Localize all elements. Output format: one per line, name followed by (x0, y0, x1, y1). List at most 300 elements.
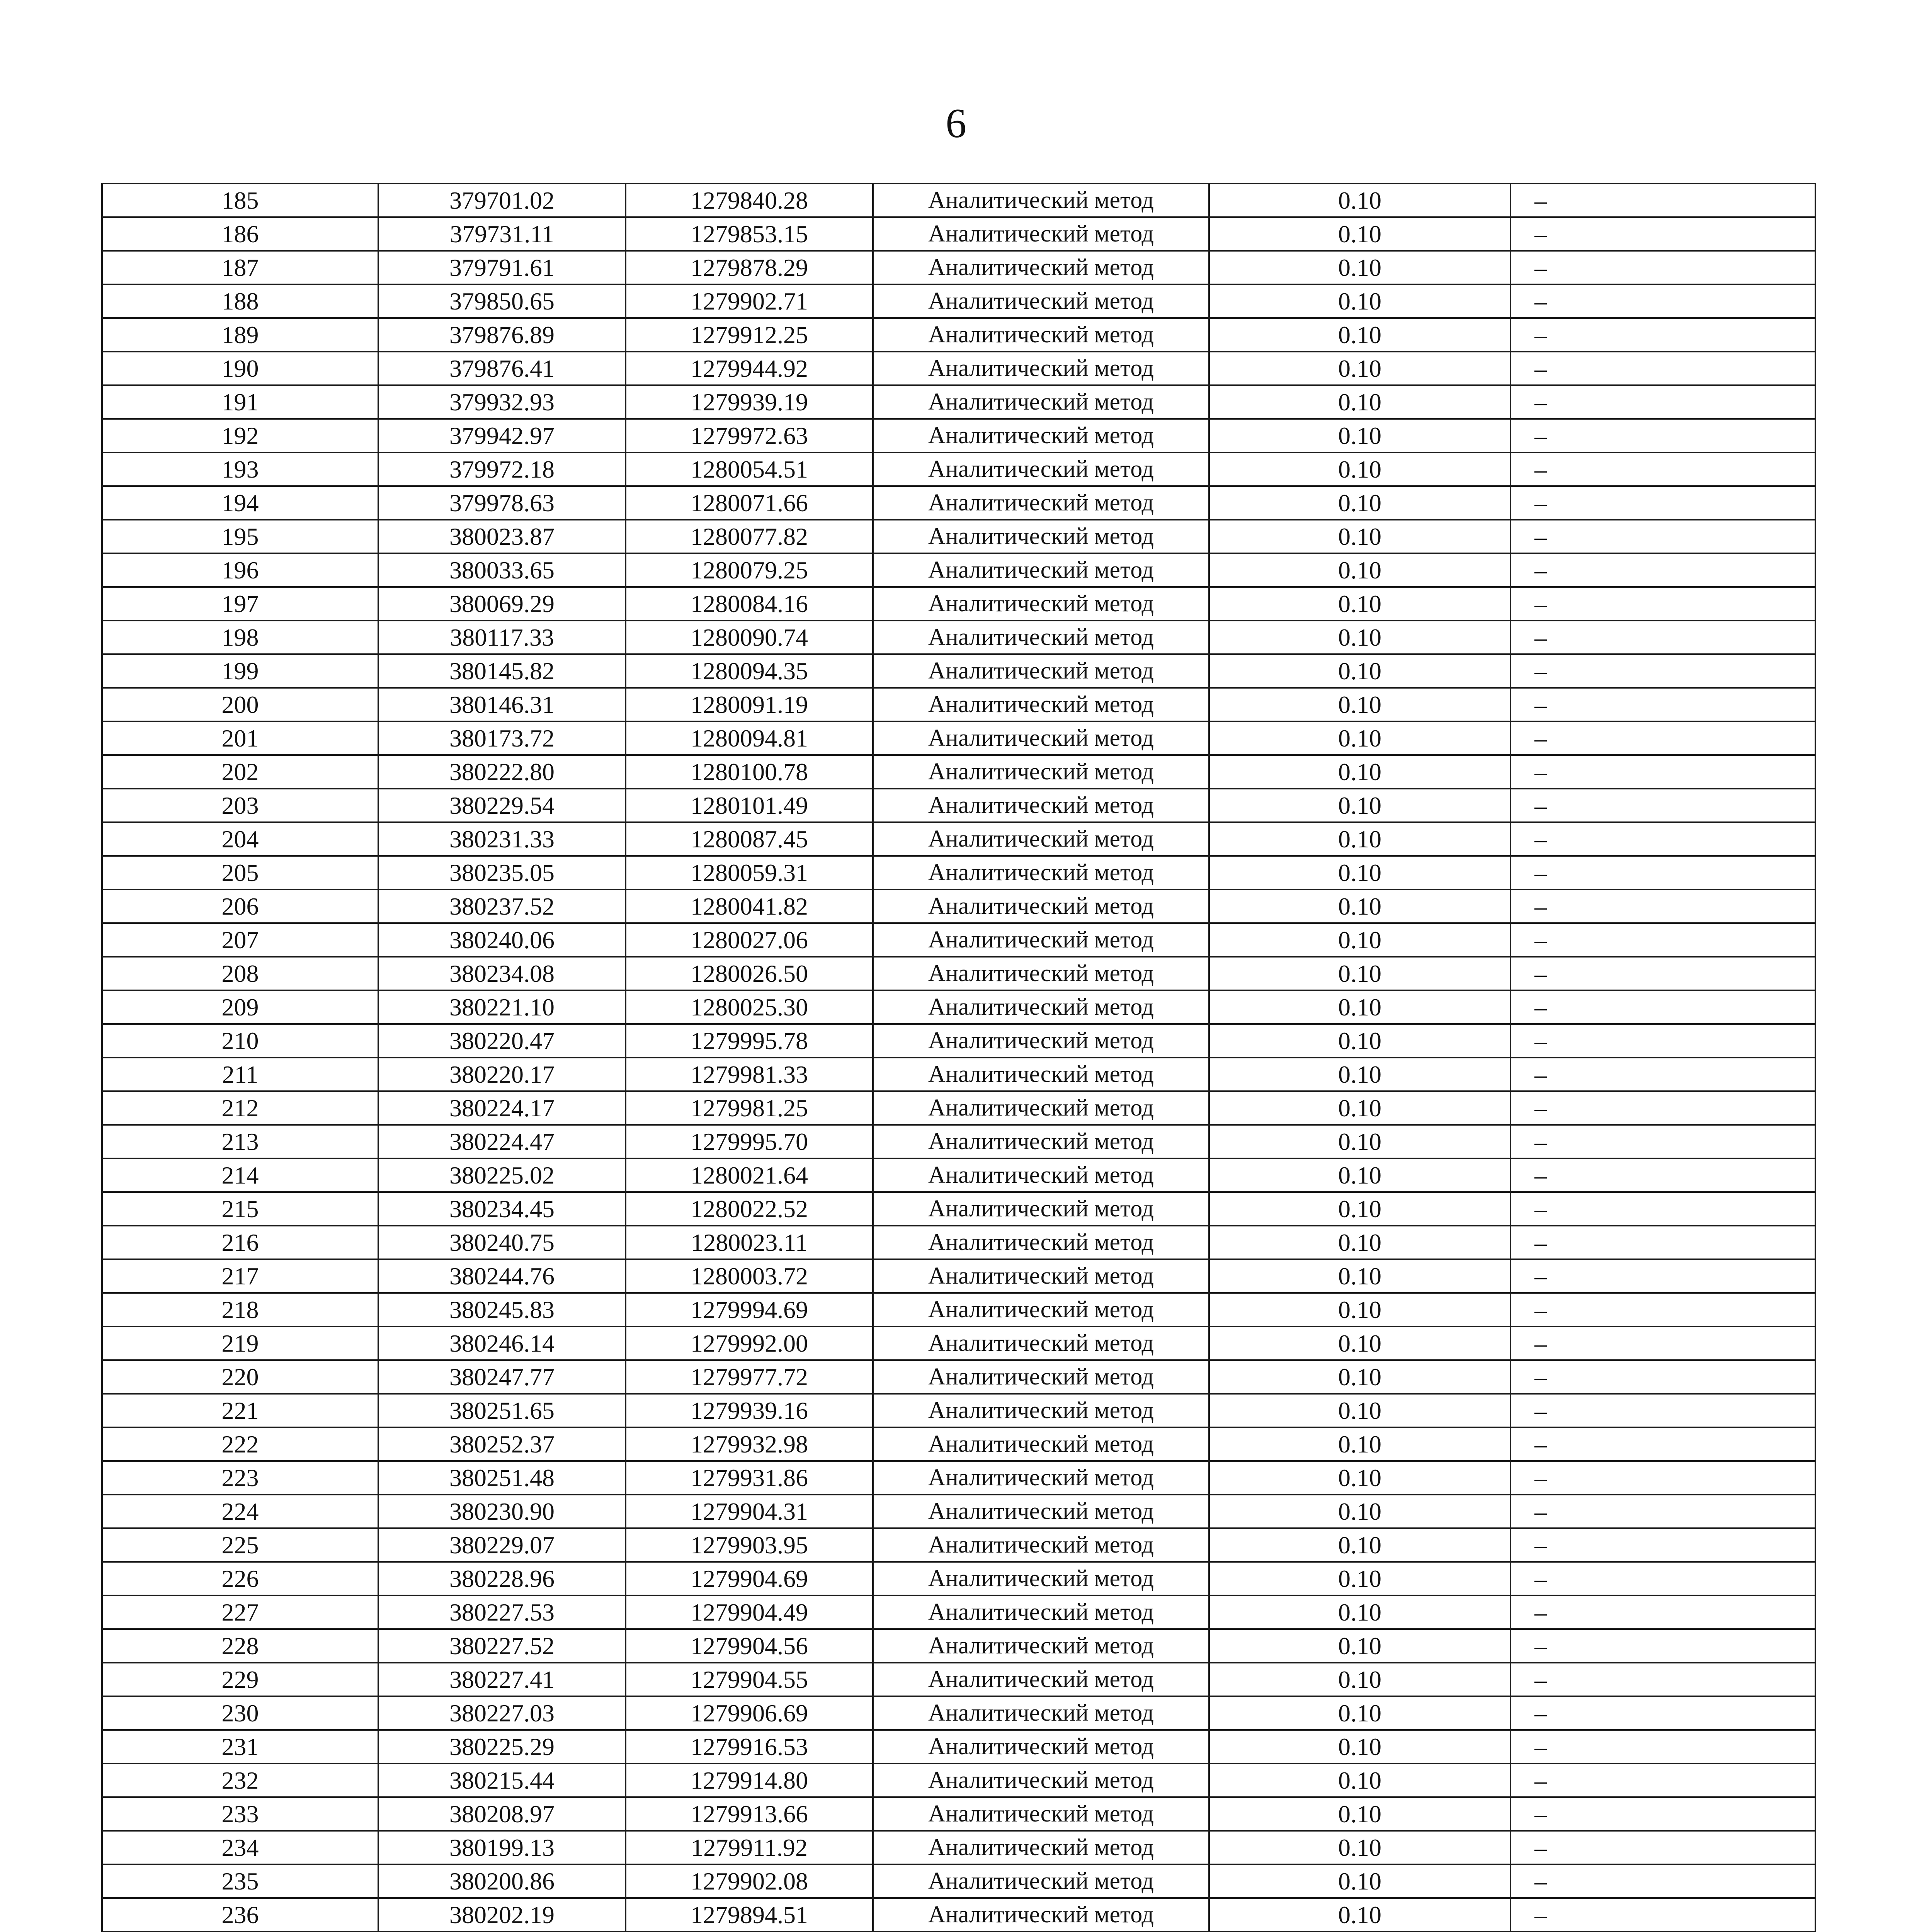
error-mark-cell: – (1511, 587, 1815, 621)
method-cell: Аналитический метод (873, 217, 1209, 251)
accuracy-cell: 0.10 (1209, 1360, 1511, 1394)
accuracy-cell: 0.10 (1209, 957, 1511, 990)
x-coordinate-cell: 380229.07 (378, 1528, 626, 1562)
method-cell: Аналитический метод (873, 1125, 1209, 1158)
x-coordinate-cell: 380202.19 (378, 1898, 626, 1932)
table-row (102, 789, 1815, 822)
point-number-cell: 219 (102, 1327, 378, 1360)
accuracy-cell: 0.10 (1209, 1663, 1511, 1696)
point-number-cell: 214 (102, 1158, 378, 1192)
point-number-cell: 217 (102, 1259, 378, 1293)
point-number-cell: 227 (102, 1595, 378, 1629)
table-row (102, 755, 1815, 789)
method-cell: Аналитический метод (873, 1730, 1209, 1764)
y-coordinate-cell: 1280094.81 (626, 721, 873, 755)
point-number-cell: 222 (102, 1427, 378, 1461)
method-cell: Аналитический метод (873, 1293, 1209, 1327)
point-number-cell: 206 (102, 889, 378, 923)
error-mark-cell: – (1511, 1864, 1815, 1898)
table-row (102, 1394, 1815, 1427)
x-coordinate-cell: 380227.03 (378, 1696, 626, 1730)
point-number-cell: 197 (102, 587, 378, 621)
x-coordinate-cell: 380237.52 (378, 889, 626, 923)
method-cell: Аналитический метод (873, 1562, 1209, 1595)
error-mark-cell: – (1511, 1730, 1815, 1764)
method-cell: Аналитический метод (873, 284, 1209, 318)
y-coordinate-cell: 1280100.78 (626, 755, 873, 789)
method-cell: Аналитический метод (873, 1696, 1209, 1730)
method-cell: Аналитический метод (873, 419, 1209, 452)
table-row (102, 1730, 1815, 1764)
y-coordinate-cell: 1279914.80 (626, 1764, 873, 1797)
accuracy-cell: 0.10 (1209, 1898, 1511, 1932)
accuracy-cell: 0.10 (1209, 1764, 1511, 1797)
table-row (102, 1327, 1815, 1360)
accuracy-cell: 0.10 (1209, 654, 1511, 688)
method-cell: Аналитический метод (873, 789, 1209, 822)
point-number-cell: 236 (102, 1898, 378, 1932)
x-coordinate-cell: 380245.83 (378, 1293, 626, 1327)
y-coordinate-cell: 1280090.74 (626, 621, 873, 654)
table-row (102, 1259, 1815, 1293)
table-row (102, 1696, 1815, 1730)
point-number-cell: 211 (102, 1058, 378, 1091)
table-row (102, 520, 1815, 553)
point-number-cell: 221 (102, 1394, 378, 1427)
x-coordinate-cell: 379978.63 (378, 486, 626, 520)
error-mark-cell: – (1511, 1629, 1815, 1663)
accuracy-cell: 0.10 (1209, 486, 1511, 520)
method-cell: Аналитический метод (873, 553, 1209, 587)
y-coordinate-cell: 1280021.64 (626, 1158, 873, 1192)
x-coordinate-cell: 380229.54 (378, 789, 626, 822)
y-coordinate-cell: 1279916.53 (626, 1730, 873, 1764)
table-row (102, 1091, 1815, 1125)
point-number-cell: 228 (102, 1629, 378, 1663)
point-number-cell: 224 (102, 1495, 378, 1528)
x-coordinate-cell: 380235.05 (378, 856, 626, 889)
point-number-cell: 225 (102, 1528, 378, 1562)
error-mark-cell: – (1511, 251, 1815, 284)
table-row (102, 1595, 1815, 1629)
accuracy-cell: 0.10 (1209, 1696, 1511, 1730)
error-mark-cell: – (1511, 553, 1815, 587)
x-coordinate-cell: 380146.31 (378, 688, 626, 721)
accuracy-cell: 0.10 (1209, 688, 1511, 721)
table-row (102, 1158, 1815, 1192)
x-coordinate-cell: 380224.47 (378, 1125, 626, 1158)
error-mark-cell: – (1511, 1192, 1815, 1226)
method-cell: Аналитический метод (873, 587, 1209, 621)
table-row (102, 654, 1815, 688)
x-coordinate-cell: 380215.44 (378, 1764, 626, 1797)
point-number-cell: 230 (102, 1696, 378, 1730)
y-coordinate-cell: 1280059.31 (626, 856, 873, 889)
point-number-cell: 232 (102, 1764, 378, 1797)
point-number-cell: 205 (102, 856, 378, 889)
table-row (102, 1898, 1815, 1932)
point-number-cell: 195 (102, 520, 378, 553)
accuracy-cell: 0.10 (1209, 1831, 1511, 1864)
x-coordinate-cell: 379942.97 (378, 419, 626, 452)
table-row (102, 721, 1815, 755)
point-number-cell: 215 (102, 1192, 378, 1226)
accuracy-cell: 0.10 (1209, 789, 1511, 822)
accuracy-cell: 0.10 (1209, 1629, 1511, 1663)
y-coordinate-cell: 1280025.30 (626, 990, 873, 1024)
error-mark-cell: – (1511, 1595, 1815, 1629)
point-number-cell: 200 (102, 688, 378, 721)
accuracy-cell: 0.10 (1209, 1192, 1511, 1226)
method-cell: Аналитический метод (873, 688, 1209, 721)
error-mark-cell: – (1511, 822, 1815, 856)
x-coordinate-cell: 379972.18 (378, 452, 626, 486)
point-number-cell: 186 (102, 217, 378, 251)
x-coordinate-cell: 380228.96 (378, 1562, 626, 1595)
error-mark-cell: – (1511, 1797, 1815, 1831)
point-number-cell: 201 (102, 721, 378, 755)
x-coordinate-cell: 380173.72 (378, 721, 626, 755)
point-number-cell: 199 (102, 654, 378, 688)
accuracy-cell: 0.10 (1209, 1024, 1511, 1058)
table-row (102, 587, 1815, 621)
x-coordinate-cell: 380199.13 (378, 1831, 626, 1864)
method-cell: Аналитический метод (873, 1427, 1209, 1461)
table-row (102, 1125, 1815, 1158)
accuracy-cell: 0.10 (1209, 217, 1511, 251)
method-cell: Аналитический метод (873, 1360, 1209, 1394)
table-row (102, 1495, 1815, 1528)
y-coordinate-cell: 1279944.92 (626, 352, 873, 385)
point-number-cell: 235 (102, 1864, 378, 1898)
table-row (102, 1226, 1815, 1259)
method-cell: Аналитический метод (873, 1192, 1209, 1226)
accuracy-cell: 0.10 (1209, 452, 1511, 486)
x-coordinate-cell: 380240.06 (378, 923, 626, 957)
point-number-cell: 203 (102, 789, 378, 822)
table-row (102, 486, 1815, 520)
x-coordinate-cell: 380208.97 (378, 1797, 626, 1831)
point-number-cell: 196 (102, 553, 378, 587)
table-row (102, 1024, 1815, 1058)
accuracy-cell: 0.10 (1209, 1058, 1511, 1091)
method-cell: Аналитический метод (873, 1394, 1209, 1427)
point-number-cell: 207 (102, 923, 378, 957)
error-mark-cell: – (1511, 1327, 1815, 1360)
table-row (102, 553, 1815, 587)
y-coordinate-cell: 1279904.49 (626, 1595, 873, 1629)
x-coordinate-cell: 380252.37 (378, 1427, 626, 1461)
x-coordinate-cell: 379850.65 (378, 284, 626, 318)
accuracy-cell: 0.10 (1209, 318, 1511, 352)
x-coordinate-cell: 380227.53 (378, 1595, 626, 1629)
table-row (102, 1764, 1815, 1797)
point-number-cell: 187 (102, 251, 378, 284)
error-mark-cell: – (1511, 1427, 1815, 1461)
accuracy-cell: 0.10 (1209, 721, 1511, 755)
x-coordinate-cell: 380225.02 (378, 1158, 626, 1192)
point-number-cell: 194 (102, 486, 378, 520)
table-row (102, 1058, 1815, 1091)
method-cell: Аналитический метод (873, 1764, 1209, 1797)
method-cell: Аналитический метод (873, 1629, 1209, 1663)
error-mark-cell: – (1511, 789, 1815, 822)
error-mark-cell: – (1511, 1562, 1815, 1595)
y-coordinate-cell: 1279840.28 (626, 184, 873, 217)
error-mark-cell: – (1511, 1394, 1815, 1427)
table-row (102, 385, 1815, 419)
error-mark-cell: – (1511, 1898, 1815, 1932)
table-row (102, 217, 1815, 251)
y-coordinate-cell: 1279903.95 (626, 1528, 873, 1562)
error-mark-cell: – (1511, 654, 1815, 688)
y-coordinate-cell: 1280101.49 (626, 789, 873, 822)
accuracy-cell: 0.10 (1209, 889, 1511, 923)
method-cell: Аналитический метод (873, 1864, 1209, 1898)
y-coordinate-cell: 1279912.25 (626, 318, 873, 352)
accuracy-cell: 0.10 (1209, 385, 1511, 419)
error-mark-cell: – (1511, 1495, 1815, 1528)
error-mark-cell: – (1511, 1528, 1815, 1562)
method-cell: Аналитический метод (873, 1024, 1209, 1058)
x-coordinate-cell: 380200.86 (378, 1864, 626, 1898)
y-coordinate-cell: 1279994.69 (626, 1293, 873, 1327)
error-mark-cell: – (1511, 621, 1815, 654)
point-number-cell: 223 (102, 1461, 378, 1495)
method-cell: Аналитический метод (873, 385, 1209, 419)
table-row (102, 352, 1815, 385)
point-number-cell: 210 (102, 1024, 378, 1058)
y-coordinate-cell: 1279981.25 (626, 1091, 873, 1125)
y-coordinate-cell: 1279981.33 (626, 1058, 873, 1091)
method-cell: Аналитический метод (873, 520, 1209, 553)
y-coordinate-cell: 1279977.72 (626, 1360, 873, 1394)
method-cell: Аналитический метод (873, 1058, 1209, 1091)
method-cell: Аналитический метод (873, 755, 1209, 789)
x-coordinate-cell: 380222.80 (378, 755, 626, 789)
method-cell: Аналитический метод (873, 621, 1209, 654)
error-mark-cell: – (1511, 1663, 1815, 1696)
point-number-cell: 202 (102, 755, 378, 789)
x-coordinate-cell: 380117.33 (378, 621, 626, 654)
x-coordinate-cell: 380234.08 (378, 957, 626, 990)
point-number-cell: 208 (102, 957, 378, 990)
accuracy-cell: 0.10 (1209, 1427, 1511, 1461)
table-row (102, 923, 1815, 957)
error-mark-cell: – (1511, 1360, 1815, 1394)
y-coordinate-cell: 1280077.82 (626, 520, 873, 553)
accuracy-cell: 0.10 (1209, 251, 1511, 284)
error-mark-cell: – (1511, 1764, 1815, 1797)
error-mark-cell: – (1511, 1696, 1815, 1730)
method-cell: Аналитический метод (873, 721, 1209, 755)
method-cell: Аналитический метод (873, 1226, 1209, 1259)
x-coordinate-cell: 380251.65 (378, 1394, 626, 1427)
y-coordinate-cell: 1280026.50 (626, 957, 873, 990)
table-row (102, 1461, 1815, 1495)
x-coordinate-cell: 380023.87 (378, 520, 626, 553)
accuracy-cell: 0.10 (1209, 1595, 1511, 1629)
accuracy-cell: 0.10 (1209, 1797, 1511, 1831)
accuracy-cell: 0.10 (1209, 1259, 1511, 1293)
y-coordinate-cell: 1279894.51 (626, 1898, 873, 1932)
y-coordinate-cell: 1279906.69 (626, 1696, 873, 1730)
y-coordinate-cell: 1280003.72 (626, 1259, 873, 1293)
error-mark-cell: – (1511, 1831, 1815, 1864)
y-coordinate-cell: 1280087.45 (626, 822, 873, 856)
point-number-cell: 185 (102, 184, 378, 217)
y-coordinate-cell: 1279902.71 (626, 284, 873, 318)
point-number-cell: 220 (102, 1360, 378, 1394)
x-coordinate-cell: 380246.14 (378, 1327, 626, 1360)
table-row (102, 822, 1815, 856)
accuracy-cell: 0.10 (1209, 1864, 1511, 1898)
x-coordinate-cell: 380231.33 (378, 822, 626, 856)
error-mark-cell: – (1511, 889, 1815, 923)
method-cell: Аналитический метод (873, 1831, 1209, 1864)
table-row (102, 1797, 1815, 1831)
error-mark-cell: – (1511, 856, 1815, 889)
accuracy-cell: 0.10 (1209, 1495, 1511, 1528)
method-cell: Аналитический метод (873, 1461, 1209, 1495)
point-number-cell: 193 (102, 452, 378, 486)
y-coordinate-cell: 1279904.55 (626, 1663, 873, 1696)
error-mark-cell: – (1511, 1158, 1815, 1192)
accuracy-cell: 0.10 (1209, 1562, 1511, 1595)
table-row (102, 419, 1815, 452)
accuracy-cell: 0.10 (1209, 352, 1511, 385)
point-number-cell: 229 (102, 1663, 378, 1696)
y-coordinate-cell: 1280027.06 (626, 923, 873, 957)
x-coordinate-cell: 379701.02 (378, 184, 626, 217)
y-coordinate-cell: 1280041.82 (626, 889, 873, 923)
method-cell: Аналитический метод (873, 1091, 1209, 1125)
method-cell: Аналитический метод (873, 1327, 1209, 1360)
method-cell: Аналитический метод (873, 318, 1209, 352)
accuracy-cell: 0.10 (1209, 1091, 1511, 1125)
error-mark-cell: – (1511, 1259, 1815, 1293)
y-coordinate-cell: 1279992.00 (626, 1327, 873, 1360)
point-number-cell: 191 (102, 385, 378, 419)
point-number-cell: 233 (102, 1797, 378, 1831)
table-row (102, 184, 1815, 217)
point-number-cell: 209 (102, 990, 378, 1024)
error-mark-cell: – (1511, 755, 1815, 789)
table-row (102, 1192, 1815, 1226)
accuracy-cell: 0.10 (1209, 1528, 1511, 1562)
page-number: 6 (946, 100, 966, 146)
table-row (102, 688, 1815, 721)
method-cell: Аналитический метод (873, 1495, 1209, 1528)
y-coordinate-cell: 1280079.25 (626, 553, 873, 587)
table-row (102, 1831, 1815, 1864)
error-mark-cell: – (1511, 419, 1815, 452)
accuracy-cell: 0.10 (1209, 923, 1511, 957)
error-mark-cell: – (1511, 1226, 1815, 1259)
y-coordinate-cell: 1280084.16 (626, 587, 873, 621)
y-coordinate-cell: 1279972.63 (626, 419, 873, 452)
y-coordinate-cell: 1280054.51 (626, 452, 873, 486)
method-cell: Аналитический метод (873, 1595, 1209, 1629)
x-coordinate-cell: 380251.48 (378, 1461, 626, 1495)
table-row (102, 1293, 1815, 1327)
method-cell: Аналитический метод (873, 822, 1209, 856)
point-number-cell: 190 (102, 352, 378, 385)
table-row (102, 318, 1815, 352)
y-coordinate-cell: 1279904.31 (626, 1495, 873, 1528)
x-coordinate-cell: 380225.29 (378, 1730, 626, 1764)
method-cell: Аналитический метод (873, 251, 1209, 284)
error-mark-cell: – (1511, 284, 1815, 318)
method-cell: Аналитический метод (873, 923, 1209, 957)
accuracy-cell: 0.10 (1209, 755, 1511, 789)
x-coordinate-cell: 380221.10 (378, 990, 626, 1024)
error-mark-cell: – (1511, 923, 1815, 957)
error-mark-cell: – (1511, 1024, 1815, 1058)
x-coordinate-cell: 379791.61 (378, 251, 626, 284)
accuracy-cell: 0.10 (1209, 520, 1511, 553)
y-coordinate-cell: 1280091.19 (626, 688, 873, 721)
error-mark-cell: – (1511, 1091, 1815, 1125)
point-number-cell: 218 (102, 1293, 378, 1327)
accuracy-cell: 0.10 (1209, 856, 1511, 889)
x-coordinate-cell: 380227.52 (378, 1629, 626, 1663)
table-row (102, 1629, 1815, 1663)
accuracy-cell: 0.10 (1209, 1158, 1511, 1192)
x-coordinate-cell: 380224.17 (378, 1091, 626, 1125)
y-coordinate-cell: 1279939.16 (626, 1394, 873, 1427)
error-mark-cell: – (1511, 1058, 1815, 1091)
error-mark-cell: – (1511, 721, 1815, 755)
method-cell: Аналитический метод (873, 452, 1209, 486)
method-cell: Аналитический метод (873, 1663, 1209, 1696)
point-number-cell: 216 (102, 1226, 378, 1259)
accuracy-cell: 0.10 (1209, 1226, 1511, 1259)
accuracy-cell: 0.10 (1209, 1293, 1511, 1327)
table-row (102, 1528, 1815, 1562)
table-row (102, 284, 1815, 318)
error-mark-cell: – (1511, 385, 1815, 419)
table-row (102, 990, 1815, 1024)
accuracy-cell: 0.10 (1209, 184, 1511, 217)
x-coordinate-cell: 380234.45 (378, 1192, 626, 1226)
table-row (102, 251, 1815, 284)
error-mark-cell: – (1511, 352, 1815, 385)
x-coordinate-cell: 380145.82 (378, 654, 626, 688)
x-coordinate-cell: 379731.11 (378, 217, 626, 251)
y-coordinate-cell: 1280071.66 (626, 486, 873, 520)
accuracy-cell: 0.10 (1209, 284, 1511, 318)
accuracy-cell: 0.10 (1209, 1327, 1511, 1360)
x-coordinate-cell: 380244.76 (378, 1259, 626, 1293)
x-coordinate-cell: 380230.90 (378, 1495, 626, 1528)
y-coordinate-cell: 1279939.19 (626, 385, 873, 419)
table-row (102, 452, 1815, 486)
coordinates-table (101, 183, 1816, 1932)
x-coordinate-cell: 379876.89 (378, 318, 626, 352)
error-mark-cell: – (1511, 486, 1815, 520)
point-number-cell: 204 (102, 822, 378, 856)
method-cell: Аналитический метод (873, 1528, 1209, 1562)
table-row (102, 856, 1815, 889)
error-mark-cell: – (1511, 520, 1815, 553)
accuracy-cell: 0.10 (1209, 587, 1511, 621)
accuracy-cell: 0.10 (1209, 419, 1511, 452)
method-cell: Аналитический метод (873, 889, 1209, 923)
table-row (102, 1864, 1815, 1898)
method-cell: Аналитический метод (873, 654, 1209, 688)
x-coordinate-cell: 380227.41 (378, 1663, 626, 1696)
